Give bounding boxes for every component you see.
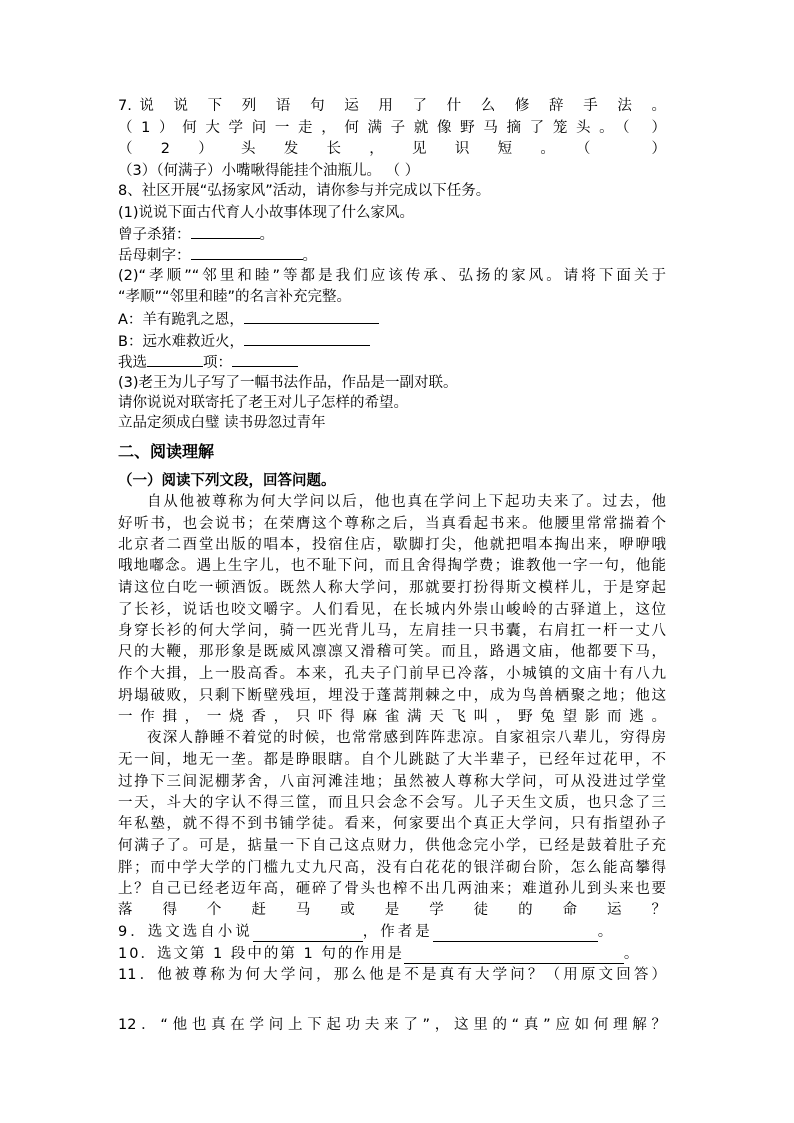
question-10 bbox=[118, 944, 666, 964]
q8-title: 8、社区开展“弘扬家风”活动，请你参与并完成以下任务。 bbox=[118, 183, 491, 199]
q7-sentence-3: （3）（何满子）小嘴啾得能挂个油瓶儿。 （ ） bbox=[118, 163, 420, 179]
q10-blank[interactable] bbox=[404, 949, 624, 964]
q8-part3-line2: 请你说说对联寄托了老王对儿子怎样的希望。 bbox=[118, 395, 408, 411]
passage-line-10: 坍塌破败，只剩下断壁残垣，埋没于蓬蒿荆棘之中，成为鸟兽栖聚之地；他这 bbox=[118, 688, 666, 704]
option-b-text: B：远水难救近火， bbox=[118, 334, 244, 350]
choose-label: 我选 bbox=[118, 355, 147, 371]
q10-text-b: 。 bbox=[623, 946, 639, 962]
q9-text-c: 。 bbox=[597, 924, 613, 940]
zengzi-blank[interactable] bbox=[191, 224, 260, 239]
choose-option-blank[interactable] bbox=[147, 352, 203, 367]
q7-sentence-2: （2）头发长，见识短。（ ） bbox=[118, 141, 666, 157]
option-b-blank[interactable] bbox=[244, 331, 370, 346]
passage-line-18: 胖；而中学大学的门槛九丈九尺高，没有白花花的银洋砌台阶，怎么能高攀得 bbox=[118, 860, 666, 876]
option-b-line bbox=[118, 331, 666, 352]
question-11: 11．他被尊称为何大学问，那么他是不是真有大学问？（用原文回答） bbox=[118, 967, 666, 983]
q7-sentence-1: （1）何大学问一走，何满子就像野马摘了笼头。（ ） bbox=[118, 120, 666, 136]
yuemu-blank[interactable] bbox=[191, 245, 303, 260]
q8-part3-line1: (3)老王为儿子写了一幅书法作品，作品是一副对联。 bbox=[118, 375, 458, 391]
q10-text-a: 10．选文第 1 段中的第 1 句的作用是 bbox=[118, 946, 404, 962]
passage-line-15: 一天，斗大的字认不得三筐，而且只会念不会写。儿子天生文质，也只念了三 bbox=[118, 795, 666, 811]
passage-line-6: 了长衫，说话也咬文嚼字。人们看见，在长城内外崇山峻岭的古驿道上，这位 bbox=[118, 602, 666, 618]
section-subtitle: （一）阅读下列文段，回答问题。 bbox=[118, 473, 336, 489]
q9-text-a: 9．选文选自小说 bbox=[118, 924, 253, 940]
choose-line bbox=[118, 352, 666, 373]
passage-line-4: 哦地嘟念。遇上生字儿，也不耻下问，而且舍得掏学费；谁教他一字一句，他能 bbox=[118, 558, 666, 574]
zengzi-line bbox=[118, 224, 666, 245]
passage-line-2: 好听书，也会说书；在荣膺这个尊称之后，当真看起书来。他腰里常常揣着个 bbox=[118, 516, 666, 532]
passage-line-17: 何满子了。可是，掂量一下自己这点财力，供他念完小学，已经是鼓着肚子充 bbox=[118, 838, 666, 854]
passage-line-14: 过挣下三间泥棚茅舍，八亩河滩洼地；虽然被人尊称大学问，可从没进过学堂 bbox=[118, 774, 666, 790]
option-a-line bbox=[118, 309, 666, 330]
passage-line-20: 落得个赶马或是学徒的命运？ bbox=[118, 902, 666, 918]
question-9 bbox=[118, 922, 666, 942]
q7-title: 7.说 说 下 列 语 句 运 用 了 什 么 修 辞 手 法 。 bbox=[118, 98, 666, 114]
passage-line-19: 上？自己已经老迈年高，砸碎了骨头也榨不出几两油来；难道孙儿到头来也要 bbox=[118, 881, 666, 897]
option-a-text: A：羊有跪乳之恩， bbox=[118, 312, 244, 328]
section-title: 二、阅读理解 bbox=[118, 442, 215, 461]
question-12: 12．“他也真在学问上下起功夫来了”，这里的“真”应如何理解？ bbox=[118, 1017, 666, 1033]
q9-author-blank[interactable] bbox=[433, 927, 598, 942]
passage-line-7: 身穿长衫的何大学问，骑一匹光背儿马，左肩挂一只书囊，右肩扛一杆一丈八 bbox=[118, 623, 666, 639]
passage-line-3: 北京者二酉堂出版的唱本，投宿住店，歇脚打尖，他就把唱本掏出来，咿咿哦 bbox=[118, 537, 666, 553]
passage-line-13: 无一间，地无一垄。都是睁眼瞎。自个儿跳跶了大半辈子，已经年过花甲，不 bbox=[118, 752, 666, 768]
option-a-blank[interactable] bbox=[244, 309, 379, 324]
couplet: 立品定须成白璧 读书毋忽过青年 bbox=[118, 415, 326, 431]
choose-answer-blank[interactable] bbox=[232, 352, 298, 367]
zengzi-label: 曾子杀猪： bbox=[118, 227, 191, 243]
passage-line-16: 年私塾，就不得不到书铺学徒。看来，何家要出个真正大学问，只有指望孙子 bbox=[118, 816, 666, 832]
passage-line-8: 尺的大鞭，那形象是既威风凛凛又滑稽可笑。而且，路遇文庙，他都要下马， bbox=[118, 644, 666, 660]
zengzi-end: 。 bbox=[259, 227, 274, 243]
yuemu-line bbox=[118, 245, 666, 266]
q8-part2-line1: (2)“孝顺”“邻里和睦”等都是我们应该传承、弘扬的家风。请将下面关于 bbox=[118, 268, 666, 284]
passage-line-5: 请这位白吃一顿酒饭。既然人称大学问，那就要打扮得斯文模样儿，于是穿起 bbox=[118, 580, 666, 596]
q9-text-b: ，作者是 bbox=[362, 924, 433, 940]
passage-line-9: 作个大揖，上一股高香。本来，孔夫子门前早已冷落，小城镇的文庙十有八九 bbox=[118, 666, 666, 682]
q9-novel-blank[interactable] bbox=[253, 927, 363, 942]
q8-part1-title: (1)说说下面古代育人小故事体现了什么家风。 bbox=[118, 205, 415, 221]
passage-line-12: 夜深人静睡不着觉的时候，也常常感到阵阵悲凉。自家祖宗八辈儿，穷得房 bbox=[147, 730, 666, 746]
passage-line-1: 自从他被尊称为何大学问以后，他也真在学问上下起功夫来了。过去，他 bbox=[147, 494, 666, 510]
choose-label-2: 项： bbox=[203, 355, 232, 371]
yuemu-end: 。 bbox=[302, 248, 317, 264]
passage-line-11: 一作揖，一烧香，只吓得麻雀满天飞叫，野兔望影而逃。 bbox=[118, 709, 666, 725]
yuemu-label: 岳母刺字： bbox=[118, 248, 191, 264]
q8-part2-line2: “孝顺”“邻里和睦”的名言补充完整。 bbox=[118, 289, 352, 305]
